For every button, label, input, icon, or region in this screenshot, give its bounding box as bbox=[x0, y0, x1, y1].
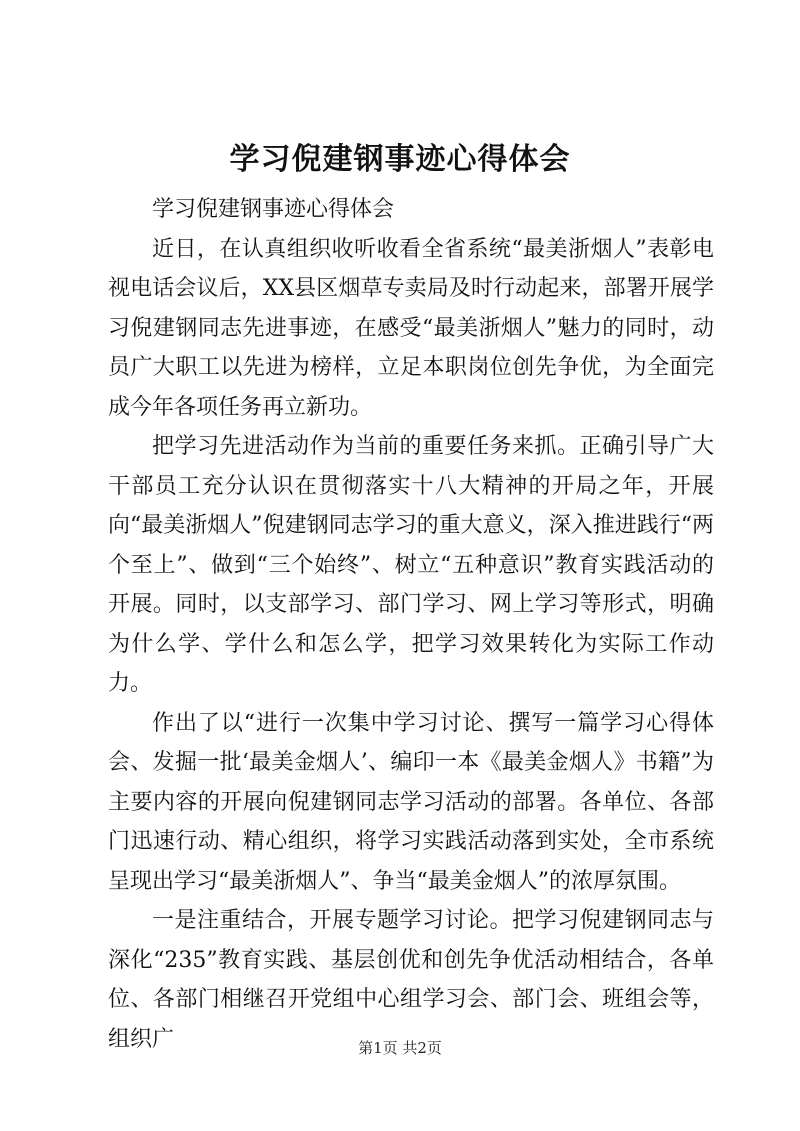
page-number-footer: 第1页 共2页 bbox=[358, 1039, 442, 1057]
paragraph-subtitle: 学习倪建钢事迹心得体会 bbox=[152, 197, 395, 222]
paragraph-3: 作出了以“进行一次集中学习讨论、撰写一篇学习心得体会、发掘一批‘最美金烟人’、编印一本《最美金烟人》书籍”为主要内容的开展向倪建钢同志学习活动的部署。各单位、各部门迅速行动、精心组织，将学习实践活动落到实处，全市系统呈现出学习“最美浙烟人”、争当“最美金烟人”的浓厚氛围。 bbox=[108, 710, 714, 894]
paragraph-1: 近日，在认真组织收听收看全省系统“最美浙烟人”表彰电视电话会议后，XX县区烟草专卖局及时行动起来，部署开展学习倪建钢同志先进事迹，在感受“最美浙烟人”魅力的同时，动员广大职工以先进为榜样，立足本职岗位创先争优，为全面完成今年各项任务再立新功。 bbox=[108, 236, 714, 420]
document-title: 学习倪建钢事迹心得体会 bbox=[229, 142, 571, 177]
paragraph-2: 把学习先进活动作为当前的重要任务来抓。正确引导广大干部员工充分认识在贯彻落实十八大精神的开局之年，开展向“最美浙烟人”倪建钢同志学习的重大意义，深入推进践行“两个至上”、做到“三个始终”、树立“五种意识”教育实践活动的开展。同时，以支部学习、部门学习、网上学习等形式，明确为什么学、学什么和怎么学，把学习效果转化为实际工作动力。 bbox=[108, 434, 714, 696]
document-body bbox=[108, 190, 714, 1059]
paragraph-4: 一是注重结合，开展专题学习讨论。把学习倪建钢同志与深化“235”教育实践、基层创优和创先争优活动相结合，各单位、各部门相继召开党组中心组学习会、部门会、班组会等，组织广 bbox=[108, 908, 714, 1052]
